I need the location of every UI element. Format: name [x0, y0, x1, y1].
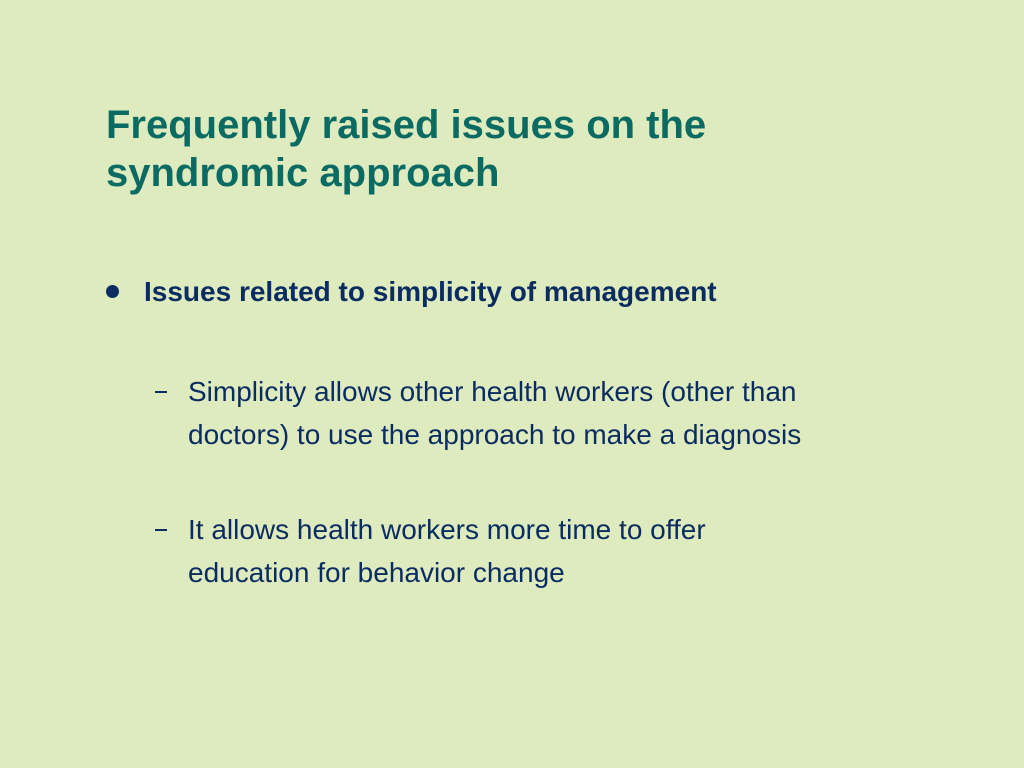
- slide-title: [106, 101, 966, 197]
- sub-bullet-line: It allows health workers more time to offer: [188, 514, 706, 545]
- dash-icon: [155, 391, 167, 393]
- slide-title-line-1: Frequently raised issues on the: [106, 103, 707, 147]
- bullet-text: Issues related to simplicity of management: [144, 276, 717, 307]
- sub-bullet-line: education for behavior change: [188, 557, 565, 588]
- sub-bullet-text: [188, 508, 968, 594]
- sub-bullet-line: doctors) to use the approach to make a diagnosis: [188, 419, 802, 450]
- dash-icon: [155, 529, 167, 531]
- bullet-dot-icon: [106, 285, 119, 298]
- sub-bullet-text: [188, 370, 968, 456]
- bullet-item: [106, 272, 986, 316]
- sub-bullet-line: Simplicity allows other health workers (other than: [188, 376, 797, 407]
- slide-title-line-2: syndromic approach: [106, 151, 500, 195]
